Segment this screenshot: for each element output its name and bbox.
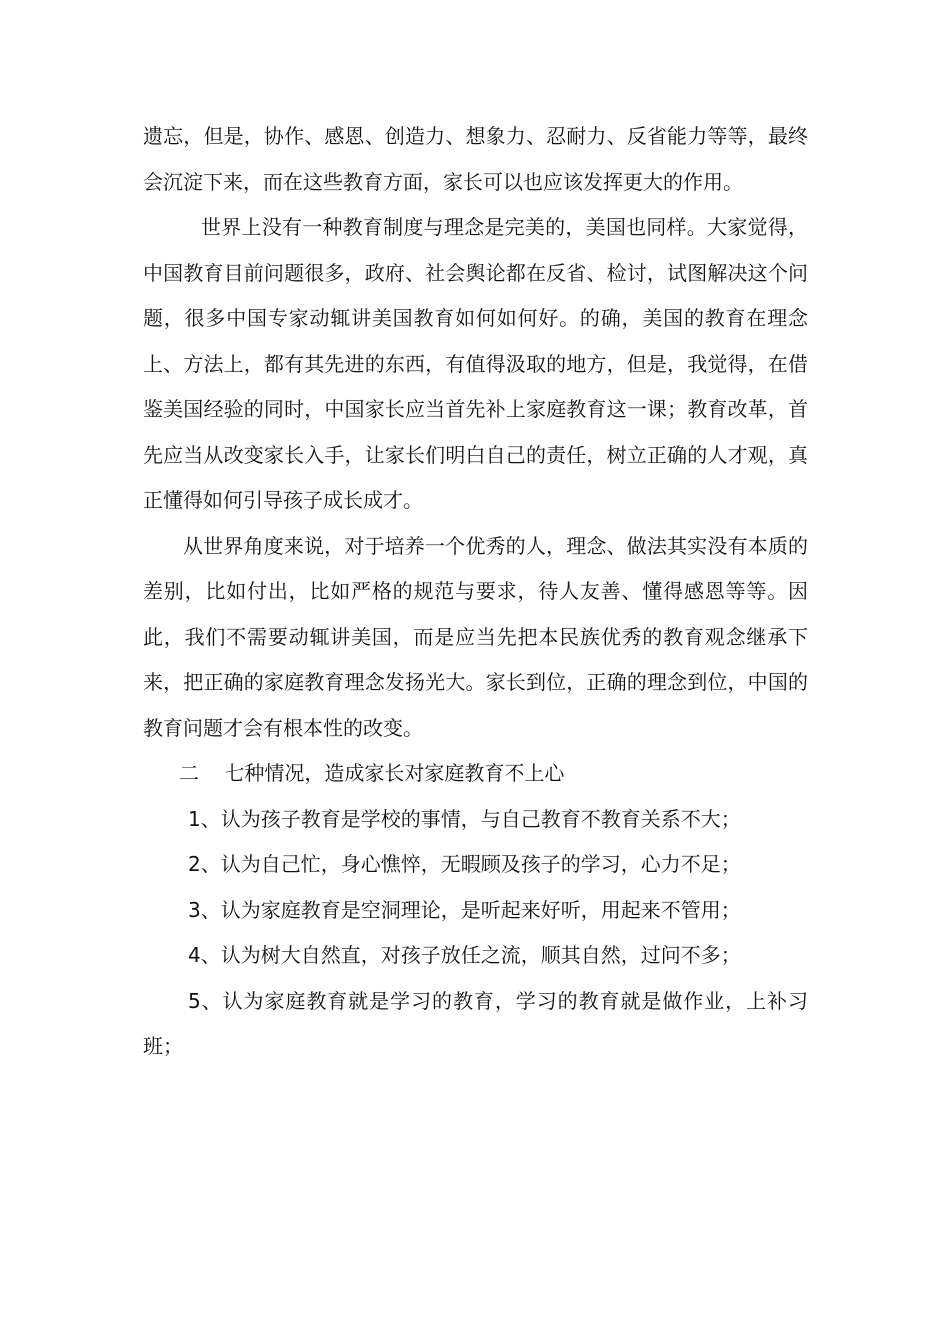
list-item: 4、认为树大自然直，对孩子放任之流，顺其自然，过问不多； [188,943,741,967]
list-item: 5、认为家庭教育就是学习的教育，学习的教育就是做作业，上补习班； [143,988,808,1058]
section-heading: 二 七种情况，造成家长对家庭教育不上心 [179,761,565,785]
list-item: 3、认为家庭教育是空洞理论，是听起来好听，用起来不管用； [188,897,741,922]
paragraph-continuation: 遗忘，但是，协作、感恩、创造力、想象力、忍耐力、反省能力等等，最终会沉淀下来，而在这些教育方面，家长可以也应该发挥更大的作用。 [143,124,808,194]
document-body [143,114,808,1070]
paragraph-world-education: 世界上没有一种教育制度与理念是完美的，美国也同样。大家觉得，中国教育目前问题很多，政府、社会舆论都在反省、检讨，试图解决这个问题，很多中国专家动辄讲美国教育如何如何好。的确，美国的教育在理念上、方法上，都有其先进的东西，有值得汲取的地方，但是，我觉得，在借鉴美国经验的同时，中国家长应当首先补上家庭教育这一课；教育改革，首先应当从改变家长入手，让家长们明白自己的责任，树立正确的人才观，真正懂得如何引导孩子成长成才。 [143,215,808,512]
list-item: 1、认为孩子教育是学校的事情，与自己教育不教育关系不大； [188,806,741,831]
list-item: 2、认为自己忙，身心憔悴，无暇顾及孩子的学习，心力不足； [188,852,741,876]
paragraph-global-perspective: 从世界角度来说，对于培养一个优秀的人，理念、做法其实没有本质的差别，比如付出，比如严格的规范与要求，待人友善、懂得感恩等等。因此，我们不需要动辄讲美国，而是应当先把本民族优秀的教育观念继承下来，把正确的家庭教育理念发扬光大。家长到位，正确的理念到位，中国的教育问题才会有根本性的改变。 [143,533,808,740]
